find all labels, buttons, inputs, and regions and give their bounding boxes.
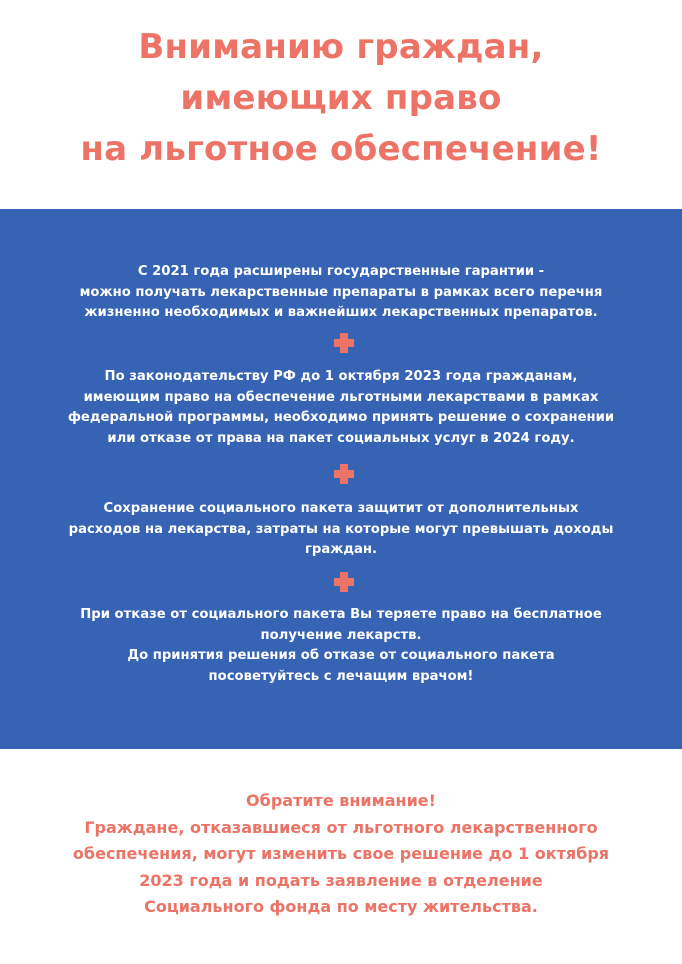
- info-paragraph-decision-deadline: [30, 367, 652, 449]
- page-title: [0, 22, 682, 175]
- info-paragraph-social-package-benefit: [30, 499, 652, 561]
- paragraph-line: имеющим право на обеспечение льготными лекарствами в рамках: [83, 389, 599, 405]
- paragraph-line: получение лекарств.: [260, 627, 422, 643]
- attention-notice: [0, 788, 682, 921]
- notice-line: Граждане, отказавшиеся от льготного лекарственного: [84, 817, 598, 837]
- paragraph-line: По законодательству РФ до 1 октября 2023 года гражданам,: [104, 369, 578, 384]
- medical-cross-icon: [334, 333, 354, 353]
- paragraph-line: При отказе от социального пакета Вы теряете право на бесплатное: [80, 607, 602, 622]
- paragraph-line: можно получать лекарственные препараты в рамках всего перечня: [79, 284, 603, 300]
- paragraph-line: граждан.: [304, 542, 378, 557]
- notice-heading: Обратите внимание!: [246, 791, 436, 810]
- paragraph-line: Сохранение социального пакета защитит от дополнительных: [103, 501, 579, 516]
- info-panel: [0, 209, 682, 749]
- notice-line: 2023 года и подать заявление в отделение: [139, 870, 543, 890]
- info-paragraph-refusal-warning: [30, 605, 652, 687]
- notice-line: Социального фонда по месту жительства.: [144, 897, 538, 916]
- notice-line: обеспечения, могут изменить свое решение до 1 октября: [72, 844, 610, 863]
- medical-cross-icon: [334, 464, 354, 484]
- paragraph-line: расходов на лекарства, затраты на которые могут превышать доходы: [68, 521, 614, 537]
- paragraph-line: федеральной программы, необходимо принять решение о сохранении: [67, 410, 615, 425]
- title-line: на льготное обеспечение!: [80, 129, 602, 169]
- paragraph-line: жизненно необходимых и важнейших лекарственных препаратов.: [84, 305, 598, 320]
- paragraph-line: или отказе от права на пакет социальных услуг в 2024 году.: [107, 430, 575, 446]
- paragraph-line: До принятия решения об отказе от социального пакета: [127, 648, 555, 663]
- paragraph-line: посоветуйтесь с лечащим врачом!: [208, 668, 474, 684]
- title-line: Вниманию граждан,: [138, 27, 544, 67]
- paragraph-line: С 2021 года расширены государственные гарантии -: [137, 264, 545, 279]
- title-line: имеющих право: [180, 78, 502, 118]
- medical-cross-icon: [334, 572, 354, 592]
- info-paragraph-guarantees: [30, 262, 652, 324]
